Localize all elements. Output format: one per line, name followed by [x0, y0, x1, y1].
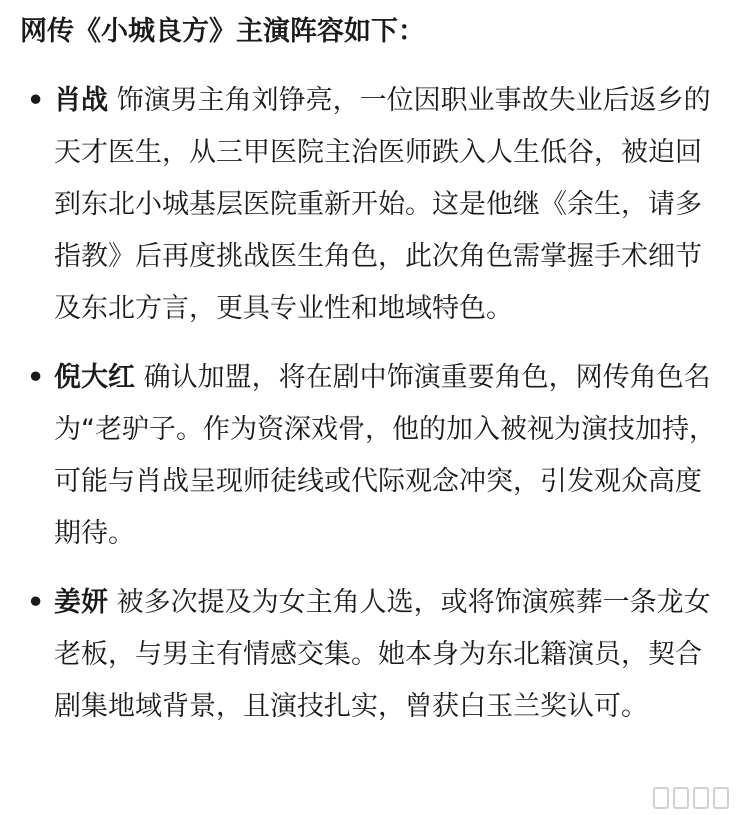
- cast-item-jiang-yan: [0, 577, 743, 733]
- watermark-mark-icon: [653, 787, 669, 809]
- watermark-mark-icon: [673, 787, 689, 809]
- watermark-mark-icon: [693, 787, 709, 809]
- document-heading: 网传《小城良方》主演阵容如下：: [20, 16, 425, 47]
- cast-description: 确认加盟，将在剧中饰演重要角色，网传角色名为“老驴子。作为资深戏骨，他的加入被视为演技加持，可能与肖战呈现师徒线或代际观念冲突，引发观众高度期待。: [54, 362, 716, 549]
- bullet-icon: •: [27, 587, 45, 618]
- cast-description: 饰演男主角刘铮亮，一位因职业事故失业后返乡的天才医生，从三甲医院主治医师跌入人生低谷，被迫回到东北小城基层医院重新开始。这是他继《余生，请多指教》后再度挑战医生角色，此次角色需掌握手术细节及东北方言，更具专业性和地域特色。: [54, 85, 711, 324]
- bullet-icon: •: [27, 85, 45, 116]
- cast-name: 姜妍: [54, 587, 108, 618]
- watermark-logo: [653, 787, 729, 809]
- cast-name: 倪大红: [54, 362, 135, 393]
- watermark-mark-icon: [713, 787, 729, 809]
- cast-list: [0, 75, 743, 750]
- cast-item-ni-dahong: [0, 352, 743, 560]
- bullet-icon: •: [27, 362, 45, 393]
- cast-description: 被多次提及为女主角人选，或将饰演殡葬一条龙女老板，与男主有情感交集。她本身为东北籍演员，契合剧集地域背景，且演技扎实，曾获白玉兰奖认可。: [54, 587, 711, 722]
- cast-item-xiao-zhan: [0, 75, 743, 335]
- cast-name: 肖战: [54, 85, 108, 116]
